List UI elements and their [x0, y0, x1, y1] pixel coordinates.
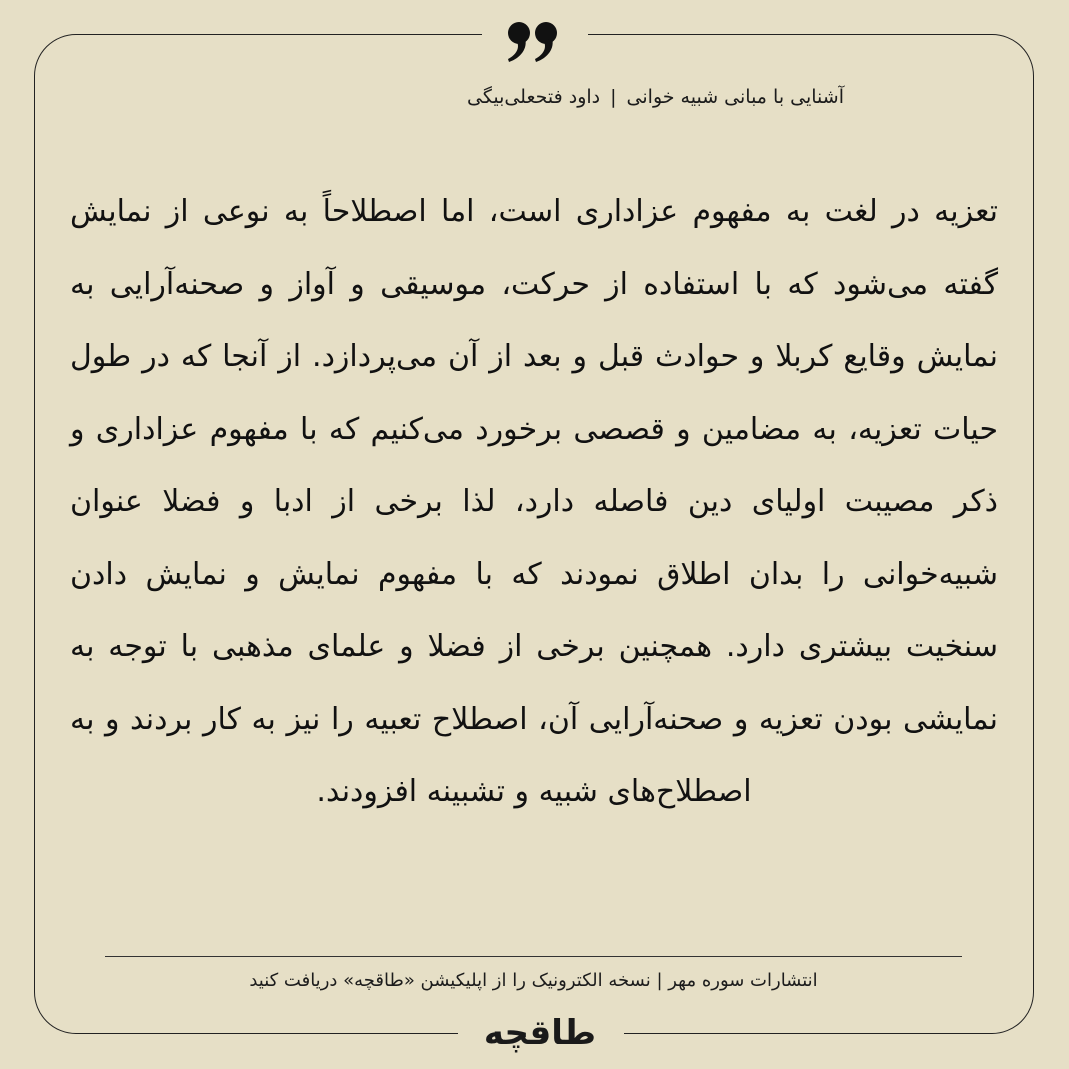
footer-divider: [105, 956, 962, 957]
taaghche-logo: طاقچه: [483, 1013, 597, 1053]
book-header: [120, 80, 844, 114]
quotation-mark-icon: [505, 18, 565, 64]
book-title: آشنایی با مبانی شبیه خوانی: [626, 86, 844, 108]
publisher-footer: انتشارات سوره مهر | نسخه الکترونیک را از اپلیکیشن «طاقچه» دریافت کنید: [249, 970, 818, 991]
header-separator: |: [610, 86, 617, 108]
quote-body: تعزیه در لغت به مفهوم عزاداری است، اما اصطلاحاً به نوعی از نمایش گفته می‌شود که با استفاده از حرکت، موسیقی و آواز و صحنه‌آرایی به نمایش وقایع کربلا و حوادث قبل و بعد از آن می‌پردازد. از آنجا که در طول حیات تعزیه، به مضامین و قصصی برخورد می‌کنیم که با مفهوم عزاداری و ذکر مصیبت اولیای دین فاصله دارد، لذا برخی از ادبا و فضلا عنوان شبیه‌خوانی را بدان اطلاق نمودند که با مفهوم نمایش و نمایش دادن سنخیت بیشتری دارد. همچنین برخی از فضلا و علمای مذهبی با توجه به نمایشی بودن تعزیه و صحنه‌آرایی آن، اصطلاح تعبیه را نیز به کار بردند و به اصطلاح‌های شبیه و تشبینه افزودند.: [70, 194, 998, 809]
book-author: داود فتحعلی‌بیگی: [467, 86, 601, 108]
